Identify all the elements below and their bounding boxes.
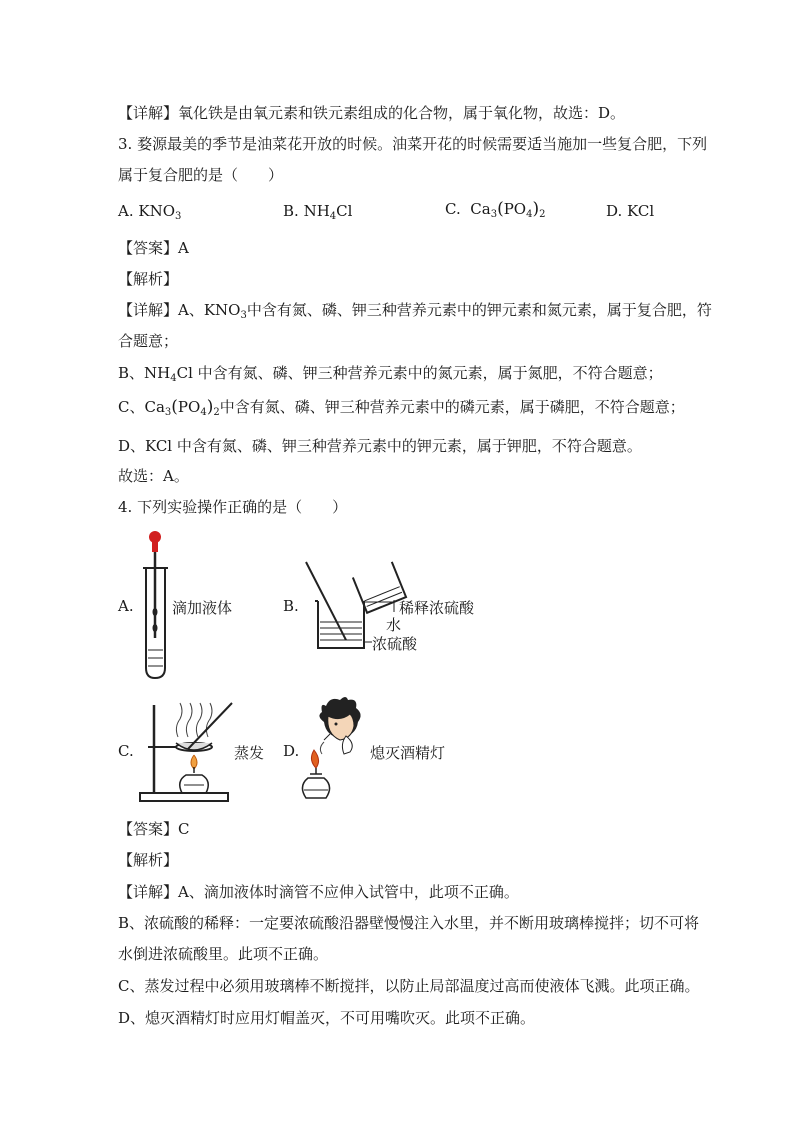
q4-option-a-text: 滴加液体: [172, 599, 233, 617]
q3-detail-a-line2: 合题意；: [118, 332, 179, 350]
q4-detail-b-line1: B、浓硫酸的稀释：一定要浓硫酸沿器壁慢慢注入水里，并不断用玻璃棒搅拌；切不可将: [118, 914, 700, 932]
q4-option-a-label: A.: [118, 597, 134, 615]
q4-analysis: 【解析】: [118, 851, 179, 869]
q3-analysis: 【解析】: [118, 270, 179, 288]
evaporation-figure: [136, 697, 242, 805]
q3-option-b: B. $NH_4Cl$: [283, 202, 353, 222]
q4-stem: 4. 下列实验操作正确的是（ ）: [118, 498, 348, 516]
q4-option-b-label: B.: [283, 597, 299, 615]
glass-rod-stir: [188, 703, 232, 749]
lamp-flame: [311, 750, 318, 768]
q4-detail-d: D、熄灭酒精灯时应用灯帽盖灭，不可用嘴吹灭。此项不正确。: [118, 1009, 536, 1027]
q3-answer: 【答案】A: [118, 239, 189, 257]
q3-option-d: D. KCl: [606, 202, 655, 220]
alcohol-lamp: [180, 775, 209, 793]
q2-detail: 【详解】氧化铁是由氧元素和铁元素组成的化合物，属于氧化物，故选：D。: [118, 104, 626, 122]
beaker-bottom: [318, 601, 364, 648]
q3-detail-d: D、KCl 中含有氮、磷、钾三种营养元素中的钾元素，属于钾肥，不符合题意。: [118, 437, 642, 455]
q4-detail-a: 【详解】A、滴加液体时滴管不应伸入试管中，此项不正确。: [118, 883, 519, 901]
dropper-bulb: [149, 531, 161, 543]
q3-stem-line1: 3. 婺源最美的季节是油菜花开放的时候。油菜开花的时候需要适当施加一些复合肥，下列: [118, 135, 708, 153]
face: [328, 714, 354, 740]
q4-option-c-text: 蒸发: [234, 744, 265, 762]
stand-base: [140, 793, 228, 801]
q3-detail-a-line1: 【详解】A、$KNO_3$中含有氮、磷、钾三种营养元素中的钾元素和氮元素，属于复合肥，符: [118, 301, 712, 321]
q3-option-a: A. $KNO_3$: [118, 202, 182, 222]
q3-stem-line2: 属于复合肥的是（ ）: [118, 166, 284, 184]
flame: [191, 755, 197, 769]
water-label: 水: [386, 616, 402, 634]
blow-lamp-figure: [300, 692, 372, 804]
q4-option-c-label: C.: [118, 742, 134, 760]
q3-detail-c: C、$Ca_3(PO_4)_2$中含有氮、磷、钾三种营养元素中的磷元素，属于磷肥，不符合题意；: [118, 397, 685, 418]
acid-label: 浓硫酸: [372, 635, 418, 653]
q3-option-c: C. $Ca_3(PO_4)_2$: [445, 199, 546, 220]
alcohol-lamp-d: [302, 778, 329, 798]
q4-option-b-text: 稀释浓硫酸: [399, 599, 475, 617]
q4-detail-b-line2: 水倒进浓硫酸里。此项不正确。: [118, 945, 329, 963]
q3-conclusion: 故选：A。: [118, 467, 189, 485]
q4-option-d-label: D.: [283, 742, 300, 760]
q4-option-d-text: 熄灭酒精灯: [370, 744, 446, 762]
q3-detail-b: B、$NH_4Cl$ 中含有氮、磷、钾三种营养元素中的氮元素，属于氮肥，不符合题意；: [118, 364, 663, 384]
q4-detail-c: C、蒸发过程中必须用玻璃棒不断搅拌，以防止局部温度过高而使液体飞溅。此项正确。: [118, 977, 700, 995]
q4-answer: 【答案】C: [118, 820, 190, 838]
